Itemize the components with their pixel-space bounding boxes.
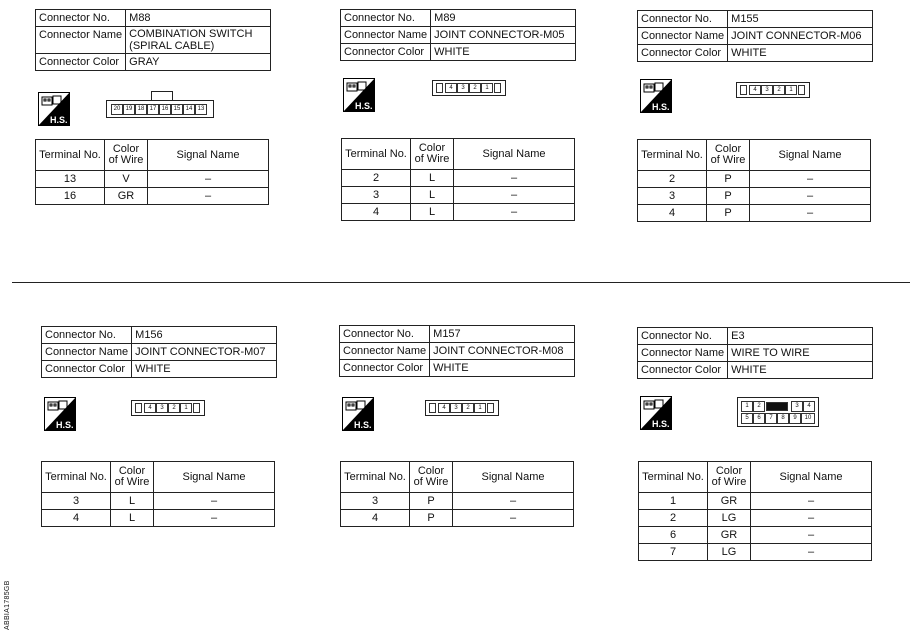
pin-cell: 1 (180, 403, 192, 413)
pin-cell: 1 (741, 401, 753, 412)
pin-cell: 2 (462, 403, 474, 413)
connector-face-m157 (425, 400, 499, 416)
signal-name-header: Signal Name (148, 140, 269, 171)
connector-face-m156 (131, 400, 205, 416)
connector-face-m155 (736, 82, 810, 98)
table-row (42, 510, 275, 527)
wire-color-header: Color of Wire (105, 140, 148, 171)
connector-color-label: Connector Color (42, 361, 132, 378)
terminal-cell: 13 (36, 171, 105, 188)
pin-cell: 17 (147, 104, 159, 115)
terminal-cell: 3 (342, 187, 411, 204)
connector-no-value: M156 (132, 327, 277, 344)
pin-cell: 1 (474, 403, 486, 413)
pin-cell: 14 (183, 104, 195, 115)
terminal-no-header: Terminal No. (36, 140, 105, 171)
hs-label: H.S. (56, 420, 74, 430)
wire-color-header: Color of Wire (708, 462, 751, 493)
pin-cell: 3 (457, 83, 469, 93)
connector-name-value: JOINT CONNECTOR-M08 (430, 343, 575, 360)
pin-cell: 4 (144, 403, 156, 413)
wire-cell: L (111, 510, 154, 527)
terminal-cell: 7 (639, 544, 708, 561)
pin-cell: 4 (438, 403, 450, 413)
table-row (638, 171, 871, 188)
signal-cell: – (154, 493, 275, 510)
connector-no-value: M157 (430, 326, 575, 343)
connector-latch (151, 91, 173, 101)
pin-cell: 4 (803, 401, 815, 412)
wire-color-header: Color of Wire (111, 462, 154, 493)
connector-color-label: Connector Color (340, 360, 430, 377)
connector-color-value: WHITE (430, 360, 575, 377)
pin-cell: 3 (791, 401, 803, 412)
connector-color-value: WHITE (728, 45, 873, 62)
pin-cell: 19 (123, 104, 135, 115)
table-row (341, 510, 574, 527)
terminal-cell: 4 (342, 204, 411, 221)
connector-name-label: Connector Name (340, 343, 430, 360)
pin-cell: 16 (159, 104, 171, 115)
terminal-cell: 2 (639, 510, 708, 527)
pin-cell (135, 403, 142, 413)
connector-face-m89 (432, 80, 506, 96)
table-row (42, 493, 275, 510)
wire-color-header: Color of Wire (411, 139, 454, 170)
signal-name-header: Signal Name (454, 139, 575, 170)
terminal-table-m155 (637, 139, 871, 222)
table-row (639, 527, 872, 544)
signal-cell: – (751, 527, 872, 544)
harness-side-icon (342, 397, 374, 431)
signal-cell: – (750, 205, 871, 222)
pin-cell: 2 (773, 85, 785, 95)
signal-cell: – (751, 493, 872, 510)
connector-name-label: Connector Name (36, 27, 126, 54)
connector-color-label: Connector Color (638, 362, 728, 379)
terminal-cell: 2 (638, 171, 707, 188)
pin-cell (494, 83, 501, 93)
connector-face-m88 (106, 100, 214, 118)
connector-info-table (637, 10, 873, 62)
connector-no-label: Connector No. (36, 10, 126, 27)
table-row (36, 188, 269, 205)
connector-name-value: WIRE TO WIRE (728, 345, 873, 362)
connector-no-value: M155 (728, 11, 873, 28)
terminal-table-m156 (41, 461, 275, 527)
signal-name-header: Signal Name (750, 140, 871, 171)
connector-info-table (35, 9, 271, 71)
pin-cell (766, 402, 788, 411)
terminal-cell: 2 (342, 170, 411, 187)
signal-cell: – (453, 510, 574, 527)
wire-cell: GR (708, 527, 751, 544)
terminal-cell: 4 (42, 510, 111, 527)
harness-side-icon (640, 79, 672, 113)
pin-cell: 4 (445, 83, 457, 93)
pin-cell: 15 (171, 104, 183, 115)
wire-cell: L (411, 187, 454, 204)
signal-cell: – (750, 188, 871, 205)
table-row (638, 188, 871, 205)
pin-cell: 9 (789, 413, 801, 424)
pin-cell: 3 (156, 403, 168, 413)
hs-label: H.S. (50, 115, 68, 125)
connector-color-value: WHITE (728, 362, 873, 379)
pin-cell (429, 403, 436, 413)
connector-no-label: Connector No. (638, 328, 728, 345)
connector-info-table (41, 326, 277, 378)
pin-cell: 5 (741, 413, 753, 424)
pin-cell (487, 403, 494, 413)
terminal-table-e3 (638, 461, 872, 561)
wire-cell: LG (708, 544, 751, 561)
pin-cell: 20 (111, 104, 123, 115)
connector-m89 (340, 9, 576, 61)
terminal-no-header: Terminal No. (341, 462, 410, 493)
connector-name-value: JOINT CONNECTOR-M05 (431, 27, 576, 44)
connector-info-table (340, 9, 576, 61)
signal-cell: – (751, 544, 872, 561)
table-row (639, 510, 872, 527)
signal-name-header: Signal Name (453, 462, 574, 493)
terminal-table-m88 (35, 139, 269, 205)
wire-cell: L (411, 204, 454, 221)
pin-cell (740, 85, 747, 95)
pin-cell: 2 (753, 401, 765, 412)
terminal-cell: 6 (639, 527, 708, 544)
pin-cell (798, 85, 805, 95)
pin-cell: 4 (749, 85, 761, 95)
connector-info-table (637, 327, 873, 379)
connector-m157 (339, 325, 575, 377)
terminal-no-header: Terminal No. (638, 140, 707, 171)
signal-cell: – (453, 493, 574, 510)
connector-name-label: Connector Name (341, 27, 431, 44)
table-row (639, 493, 872, 510)
terminal-cell: 3 (341, 493, 410, 510)
wire-cell: GR (105, 188, 148, 205)
pin-cell: 6 (753, 413, 765, 424)
connector-no-value: E3 (728, 328, 873, 345)
connector-color-label: Connector Color (36, 54, 126, 71)
connector-color-label: Connector Color (638, 45, 728, 62)
terminal-cell: 1 (639, 493, 708, 510)
connector-no-value: M89 (431, 10, 576, 27)
table-row (341, 493, 574, 510)
signal-cell: – (751, 510, 872, 527)
terminal-cell: 4 (638, 205, 707, 222)
connector-no-value: M88 (126, 10, 271, 27)
table-row (638, 205, 871, 222)
connector-info-table (339, 325, 575, 377)
pin-cell: 1 (481, 83, 493, 93)
terminal-cell: 16 (36, 188, 105, 205)
pin-cell: 3 (450, 403, 462, 413)
terminal-table-m157 (340, 461, 574, 527)
signal-cell: – (454, 204, 575, 221)
pin-cell: 3 (761, 85, 773, 95)
pin-cell: 2 (469, 83, 481, 93)
connector-name-label: Connector Name (638, 28, 728, 45)
signal-cell: – (154, 510, 275, 527)
wire-cell: P (707, 188, 750, 205)
table-row (639, 544, 872, 561)
hs-label: H.S. (652, 102, 670, 112)
connector-color-value: GRAY (126, 54, 271, 71)
signal-cell: – (454, 187, 575, 204)
connector-name-label: Connector Name (42, 344, 132, 361)
connector-color-value: WHITE (431, 44, 576, 61)
terminal-no-header: Terminal No. (342, 139, 411, 170)
table-row (342, 204, 575, 221)
pin-cell: 13 (195, 104, 207, 115)
connector-name-value: JOINT CONNECTOR-M06 (728, 28, 873, 45)
wire-cell: P (707, 171, 750, 188)
connector-e3 (637, 327, 873, 379)
signal-cell: – (148, 171, 269, 188)
connector-m88 (35, 9, 271, 71)
wire-color-header: Color of Wire (707, 140, 750, 171)
table-row (342, 187, 575, 204)
wire-cell: P (707, 205, 750, 222)
signal-cell: – (750, 171, 871, 188)
wire-cell: GR (708, 493, 751, 510)
wire-cell: L (111, 493, 154, 510)
terminal-no-header: Terminal No. (639, 462, 708, 493)
connector-name-value: JOINT CONNECTOR-M07 (132, 344, 277, 361)
wire-cell: LG (708, 510, 751, 527)
pin-cell: 18 (135, 104, 147, 115)
harness-side-icon (640, 396, 672, 430)
table-row (342, 170, 575, 187)
pin-cell: 7 (765, 413, 777, 424)
signal-cell: – (148, 188, 269, 205)
pin-cell: 1 (785, 85, 797, 95)
wire-cell: L (411, 170, 454, 187)
connector-face-e3 (737, 397, 819, 427)
pin-cell: 10 (801, 413, 815, 424)
pin-cell: 2 (168, 403, 180, 413)
terminal-cell: 3 (42, 493, 111, 510)
hs-label: H.S. (355, 101, 373, 111)
connector-color-value: WHITE (132, 361, 277, 378)
connector-color-label: Connector Color (341, 44, 431, 61)
terminal-cell: 4 (341, 510, 410, 527)
wire-cell: P (410, 493, 453, 510)
wire-color-header: Color of Wire (410, 462, 453, 493)
harness-side-icon (38, 92, 70, 126)
table-row (36, 171, 269, 188)
harness-side-icon (44, 397, 76, 431)
connector-name-value: COMBINATION SWITCH (SPIRAL CABLE) (126, 27, 271, 54)
pin-cell: 8 (777, 413, 789, 424)
signal-name-header: Signal Name (154, 462, 275, 493)
hs-label: H.S. (652, 419, 670, 429)
connector-no-label: Connector No. (341, 10, 431, 27)
section-divider (12, 282, 910, 283)
connector-m156 (41, 326, 277, 378)
pin-cell (193, 403, 200, 413)
harness-side-icon (343, 78, 375, 112)
connector-no-label: Connector No. (340, 326, 430, 343)
terminal-table-m89 (341, 138, 575, 221)
connector-no-label: Connector No. (638, 11, 728, 28)
wire-cell: P (410, 510, 453, 527)
figure-code: ABBIA1785GB (4, 580, 11, 630)
connector-name-label: Connector Name (638, 345, 728, 362)
connector-no-label: Connector No. (42, 327, 132, 344)
signal-name-header: Signal Name (751, 462, 872, 493)
wire-cell: V (105, 171, 148, 188)
pin-cell (436, 83, 443, 93)
hs-label: H.S. (354, 420, 372, 430)
connector-m155 (637, 10, 873, 62)
terminal-cell: 3 (638, 188, 707, 205)
signal-cell: – (454, 170, 575, 187)
terminal-no-header: Terminal No. (42, 462, 111, 493)
